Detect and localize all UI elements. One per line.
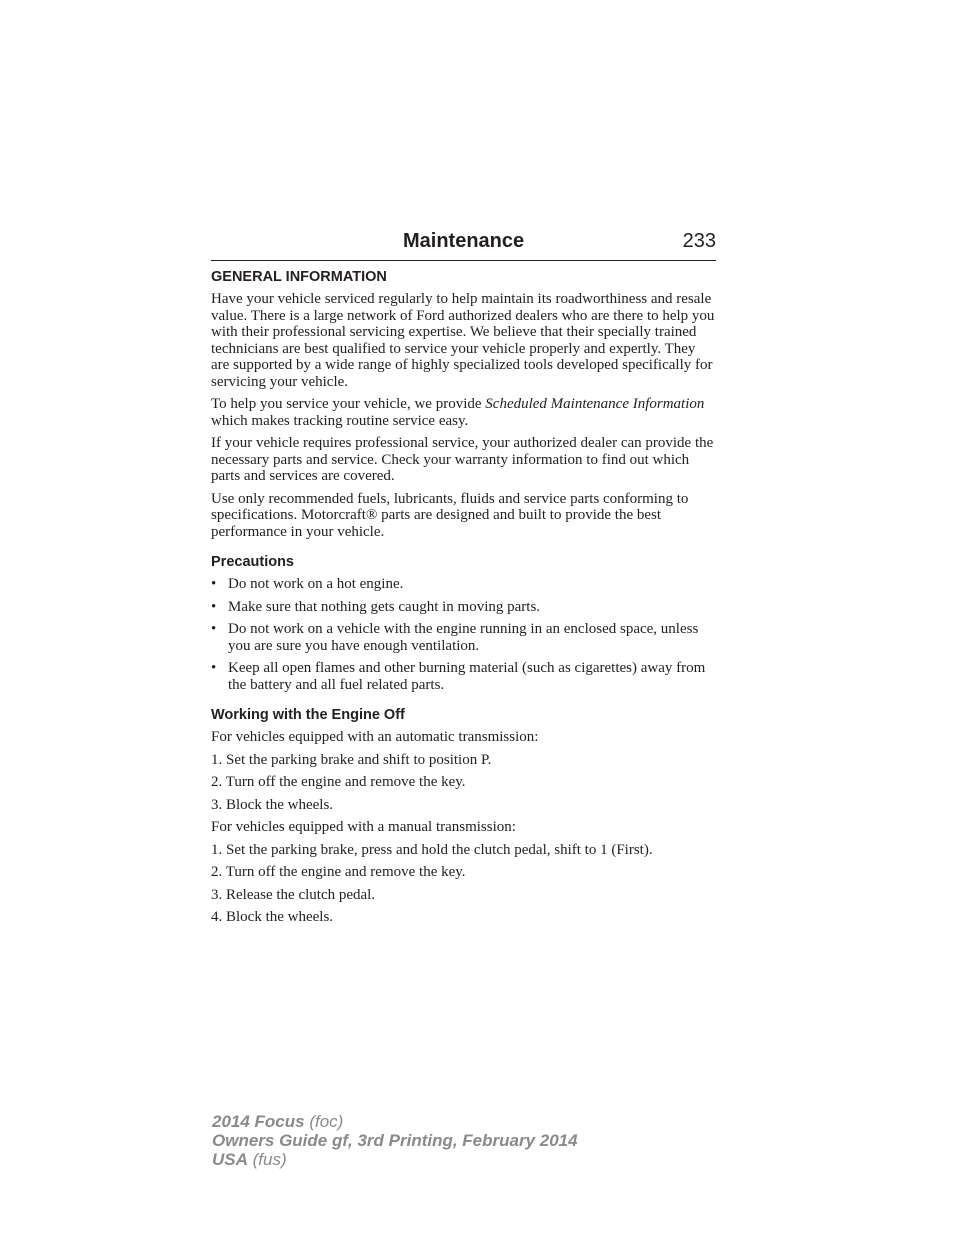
list-item <box>211 621 716 654</box>
list-item-text: Do not work on a vehicle with the engine running in an enclosed space, unless you are sure you have enough ventilation. <box>228 621 699 654</box>
list-item-text: Do not work on a hot engine. <box>228 576 404 592</box>
list-item: 2. Turn off the engine and remove the key. <box>211 774 466 790</box>
paragraph-2-text-after: which makes tracking routine service easy. <box>211 412 469 429</box>
list-item <box>211 576 716 593</box>
page-content <box>211 266 716 932</box>
automatic-steps-list <box>211 752 716 814</box>
list-item: 1. Set the parking brake, press and hold the clutch pedal, shift to 1 (First). <box>211 841 653 858</box>
list-item: 3. Release the clutch pedal. <box>211 886 376 903</box>
list-item-text: Keep all open flames and other burning material (such as cigarettes) away from the battery and all fuel related parts. <box>228 660 706 693</box>
list-item: 4. Block the wheels. <box>211 909 334 925</box>
bullet-icon: • <box>211 621 217 637</box>
footer-market: USA <box>212 1150 248 1169</box>
bullet-icon: • <box>211 660 217 676</box>
page-footer <box>212 1112 578 1169</box>
bullet-icon: • <box>211 598 217 615</box>
precautions-heading: Precautions <box>211 554 294 570</box>
list-item: 2. Turn off the engine and remove the key. <box>211 864 466 880</box>
general-info-paragraph-4: Use only recommended fuels, lubricants, fluids and service parts conforming to specifications. Motorcraft® parts are designed and built to provide the best performance in your vehicle. <box>211 490 689 540</box>
scheduled-maintenance-reference: Scheduled Maintenance Information <box>485 396 705 412</box>
list-item <box>211 599 716 616</box>
footer-line-1 <box>212 1112 578 1131</box>
automatic-transmission-intro: For vehicles equipped with an automatic transmission: <box>211 729 539 745</box>
general-information-heading: GENERAL INFORMATION <box>211 269 387 285</box>
list-item-text: Make sure that nothing gets caught in moving parts. <box>228 598 541 615</box>
footer-model: 2014 Focus <box>212 1112 305 1131</box>
general-info-paragraph-1: Have your vehicle serviced regularly to help maintain its roadworthiness and resale value. There is a large network of Ford authorized dealers who are there to help you with their professional servicing expertise. We believe that their specially trained technicians are best qualified to service your vehicle properly and expertly. They are supported by a wide range of highly specialized tools developed specifically for servicing your vehicle. <box>211 291 715 390</box>
page-number: 233 <box>682 230 716 252</box>
footer-model-code: (foc) <box>304 1112 344 1131</box>
bullet-icon: • <box>211 576 217 592</box>
page-header <box>211 228 716 261</box>
footer-market-code: (fus) <box>247 1150 287 1169</box>
precautions-list <box>211 576 716 693</box>
list-item: 3. Block the wheels. <box>211 796 334 813</box>
general-info-paragraph-3: If your vehicle requires professional service, your authorized dealer can provide the necessary parts and service. Check your warranty information to find out which parts and services are covered. <box>211 435 714 484</box>
section-title: Maintenance <box>403 230 525 252</box>
manual-transmission-intro: For vehicles equipped with a manual transmission: <box>211 819 516 835</box>
list-item: 1. Set the parking brake and shift to position P. <box>211 751 492 768</box>
engine-off-heading: Working with the Engine Off <box>211 707 405 723</box>
general-info-paragraph-2 <box>211 396 716 429</box>
footer-line-2 <box>212 1131 578 1150</box>
manual-steps-list <box>211 842 716 926</box>
footer-line-3 <box>212 1150 578 1169</box>
paragraph-2-text-before: To help you service your vehicle, we provide <box>211 396 486 412</box>
list-item <box>211 660 716 693</box>
footer-guide-edition: Owners Guide gf, 3rd Printing, February 2014 <box>212 1131 578 1150</box>
